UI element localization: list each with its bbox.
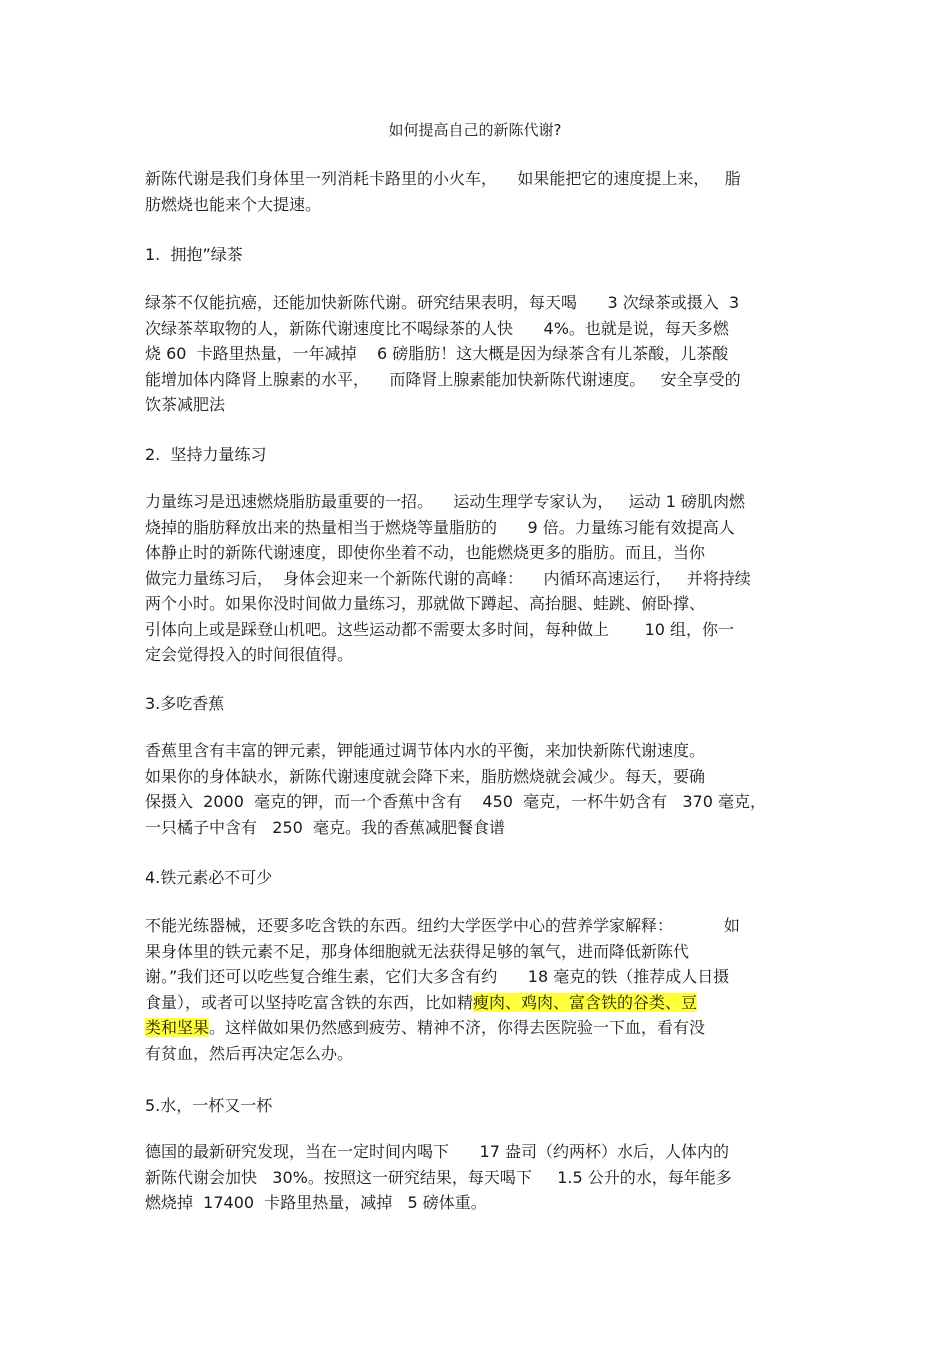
intro-paragraph: [145, 166, 810, 217]
text-line: 定会觉得投入的时间很值得。: [145, 645, 354, 664]
text-line: 有贫血，然后再决定怎么办。: [145, 1043, 354, 1063]
section-body-water: [145, 1139, 810, 1216]
section-body-green-tea: [145, 290, 810, 418]
text-span: 食量），或者可以坚持吃富含铁的东西，比如精: [145, 992, 474, 1012]
text-line: 绿茶不仅能抗癌，还能加快新陈代谢。研究结果表明，每天喝 3 次绿茶或摄入 3: [145, 293, 740, 312]
text-line: [145, 1015, 810, 1041]
text-line: 烧掉的脂肪释放出来的热量相当于燃烧等量脂肪的 9 倍。力量练习能有效提高人: [145, 517, 735, 537]
text-span: 。这样做如果仍然感到疲劳、精神不济，你得去医院验一下血，看有没: [209, 1018, 706, 1037]
text-line: 谢。”我们还可以吃些复合维生素，它们大多含有约 18 毫克的铁（推荐成人日摄: [145, 967, 730, 986]
section-body-iron: [145, 913, 810, 1066]
text-line: 燃烧掉 17400 卡路里热量，减掉 5 磅体重。: [145, 1193, 487, 1212]
highlighted-text: 瘦肉、鸡肉、富含铁的谷类、豆: [473, 992, 698, 1012]
text-line: 新陈代谢是我们身体里一列消耗卡路里的小火车， 如果能把它的速度提上来， 脂: [145, 169, 741, 188]
text-line: 德国的最新研究发现，当在一定时间内喝下 17 盎司（约两杯）水后，人体内的: [145, 1142, 729, 1161]
document-title: 如何提高自己的新陈代谢?: [388, 121, 562, 139]
text-line: 体静止时的新陈代谢速度，即使你坐着不动，也能燃烧更多的脂肪。而且，当你: [145, 543, 706, 562]
text-line: 做完力量练习后， 身体会迎来一个新陈代谢的高峰： 内循环高速运行， 并将持续: [145, 568, 751, 588]
text-line: 次绿茶萃取物的人，新陈代谢速度比不喝绿茶的人快 4%。也就是说，每天多燃: [145, 318, 729, 338]
section-heading-water: 5.水，一杯又一杯: [145, 1096, 273, 1115]
section-heading-banana: 3.多吃香蕉: [145, 694, 225, 713]
text-line: 力量练习是迅速燃烧脂肪最重要的一招。 运动生理学专家认为， 运动 1 磅肌肉燃: [145, 492, 745, 511]
section-heading-green-tea: 1. 拥抱”绿茶: [145, 245, 243, 264]
text-line: 香蕉里含有丰富的钾元素，钾能通过调节体内水的平衡，来加快新陈代谢速度。: [145, 741, 706, 760]
text-line: 保摄入 2000 毫克的钾，而一个香蕉中含有 450 毫克，一杯牛奶含有 370 毫克，: [145, 792, 767, 811]
text-line: 如果你的身体缺水，新陈代谢速度就会降下来，脂肪燃烧就会减少。每天，要确: [145, 766, 706, 786]
section-heading-iron: 4.铁元素必不可少: [145, 868, 273, 887]
text-line: 烧 60 卡路里热量，一年减掉 6 磅脂肪！这大概是因为绿茶含有儿茶酸，儿茶酸: [145, 344, 729, 363]
section-body-banana: [145, 738, 810, 840]
text-line: 不能光练器械，还要多吃含铁的东西。纽约大学医学中心的营养学家解释： 如: [145, 916, 740, 935]
section-heading-strength: 2. 坚持力量练习: [145, 445, 267, 464]
text-line: 果身体里的铁元素不足，那身体细胞就无法获得足够的氧气，进而降低新陈代: [145, 941, 690, 961]
text-line: [145, 990, 810, 1016]
text-line: 两个小时。如果你没时间做力量练习，那就做下蹲起、高抬腿、蛙跳、俯卧撑、: [145, 594, 706, 613]
text-line: 一只橘子中含有 250 毫克。我的香蕉减肥餐食谱: [145, 817, 505, 837]
text-line: 肪燃烧也能来个大提速。: [145, 194, 322, 214]
section-body-strength: [145, 489, 810, 668]
text-line: 能增加体内降肾上腺素的水平， 而降肾上腺素能加快新陈代谢速度。 安全享受的: [145, 369, 741, 389]
text-line: 新陈代谢会加快 30%。按照这一研究结果，每天喝下 1.5 公升的水，每年能多: [145, 1167, 732, 1187]
highlighted-text: 类和坚果: [145, 1018, 210, 1037]
text-line: 引体向上或是踩登山机吧。这些运动都不需要太多时间，每种做上 10 组，你一: [145, 619, 735, 639]
text-line: 饮茶减肥法: [145, 395, 226, 414]
